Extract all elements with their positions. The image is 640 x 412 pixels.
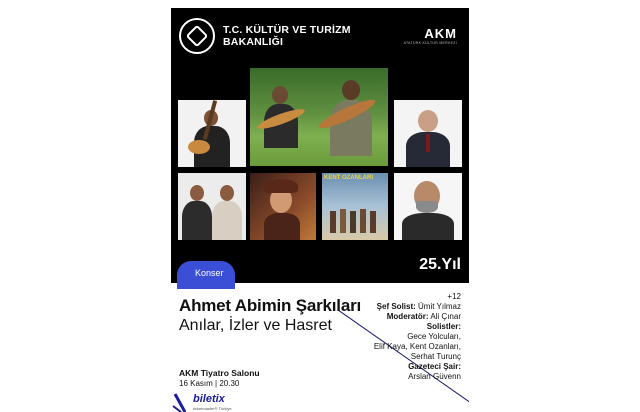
soloists-line-1: Gece Yolcuları, [407, 332, 461, 341]
event-subtitle: Anılar, İzler ve Hasret [179, 317, 332, 334]
moderator-name: Ali Çınar [430, 312, 461, 321]
album-cover-text: KENT OZANLARI [324, 175, 373, 181]
event-title[interactable]: Ahmet Abimin Şarkıları [179, 296, 362, 315]
main-musicians-photo [250, 68, 388, 166]
poet-label: Gazeteci Şair: [408, 362, 461, 371]
event-venue: AKM Tiyatro Salonu [179, 368, 260, 378]
biletix-link[interactable]: biletix [193, 393, 225, 405]
soloist-photo-1 [178, 100, 246, 167]
soloists-duo-photo [178, 173, 246, 240]
album-cover-photo [322, 173, 388, 240]
event-poster [171, 8, 469, 283]
soloist-photo-2 [394, 100, 462, 167]
ministry-emblem-icon [179, 18, 215, 54]
category-badge[interactable]: Konser [177, 261, 235, 289]
event-card[interactable] [171, 8, 469, 412]
soloists-label: Solistler: [426, 322, 461, 331]
akm-logo-subtitle: ATATÜRK KÜLTÜR MERKEZİ [403, 41, 457, 45]
biletix-mark-icon [171, 392, 189, 412]
event-datetime: 16 Kasım | 20.30 [179, 379, 240, 388]
moderator-label: Moderatör: [386, 312, 429, 321]
age-limit: +12 [447, 292, 461, 301]
soloists-line-3: Serhat Turunç [410, 352, 461, 361]
biletix-sub: ticketmaster® Türkiye [193, 406, 232, 411]
soloist-photo-female [250, 173, 316, 240]
chef-name: Ümit Yılmaz [418, 302, 461, 311]
ministry-name: T.C. KÜLTÜR VE TURİZM BAKANLIĞI [223, 24, 351, 48]
anniversary-label: 25.Yıl [419, 256, 461, 273]
poet-photo [394, 173, 462, 240]
event-credits [341, 302, 461, 382]
poet-name: Arslan Güvenn [408, 372, 461, 381]
chef-label: Şef Solist: [376, 302, 416, 311]
soloists-line-2: Elif Kaya, Kent Ozanları, [373, 342, 461, 351]
akm-logo: AKM [424, 26, 457, 41]
